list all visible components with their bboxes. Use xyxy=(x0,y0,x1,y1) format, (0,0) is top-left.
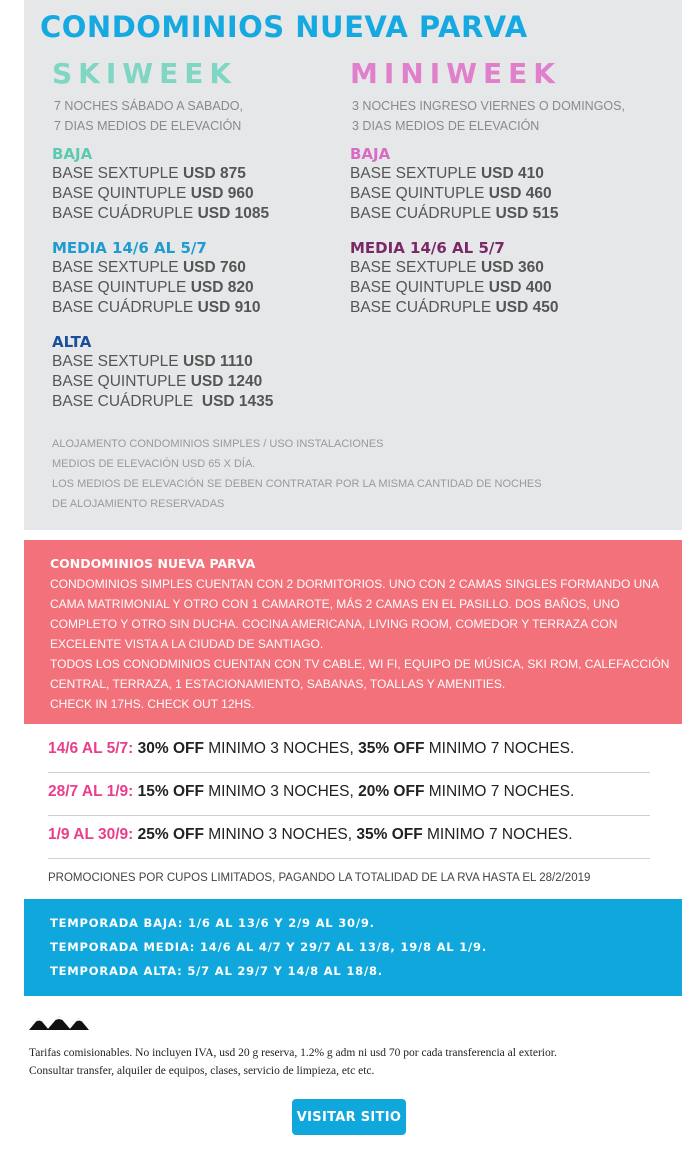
rate-row xyxy=(52,164,362,184)
season-dates: TEMPORADA MEDIA: 14/6 AL 4/7 Y 29/7 AL 13/8, 19/8 AL 1/9. xyxy=(50,940,488,954)
rate-price: USD 960 xyxy=(190,185,254,202)
season-dates: TEMPORADA BAJA: 1/6 AL 13/6 Y 2/9 AL 30/9. xyxy=(50,916,375,930)
miniweek-subtitle xyxy=(352,96,660,136)
rate-row xyxy=(350,184,660,204)
disclaimer-line: Consultar transfer, alquiler de equipos, clases, servicio de limpieza, etc etc. xyxy=(29,1065,375,1077)
disclaimer-line: Tarifas comisionables. No incluyen IVA, usd 20 g reserva, 1.2% g adm ni usd 70 por cada transferencia al exterior. xyxy=(29,1047,557,1059)
promotion-discount: 15% OFF xyxy=(137,783,204,800)
promotions-list xyxy=(24,730,682,884)
rate-price: USD 460 xyxy=(488,185,552,202)
promotion-text xyxy=(48,783,574,801)
rate-price: USD 1085 xyxy=(197,205,270,222)
rate-price: USD 1240 xyxy=(190,373,263,390)
rate-label: BASE QUINTUPLE xyxy=(52,373,191,390)
rate-label: BASE CUÁDRUPLE xyxy=(52,393,202,410)
promotion-row xyxy=(48,816,650,859)
description-line: CAMA MATRIMONIAL Y OTRO CON 1 CAMAROTE, MÁS 2 CAMAS EN EL PASILLO. DOS BAÑOS, UNO xyxy=(50,597,620,611)
skiweek-subtitle xyxy=(54,96,362,136)
rate-row xyxy=(52,204,362,224)
miniweek-subtitle-line: 3 DIAS MEDIOS DE ELEVACIÓN xyxy=(352,119,540,133)
promotion-discount: 25% OFF xyxy=(137,826,204,843)
rate-price: USD 875 xyxy=(182,165,246,182)
rate-label: BASE QUINTUPLE xyxy=(350,279,489,296)
miniweek-subtitle-line: 3 NOCHES INGRESO VIERNES O DOMINGOS, xyxy=(352,99,625,113)
season-dates: TEMPORADA ALTA: 5/7 AL 29/7 Y 14/8 AL 18/8. xyxy=(50,964,383,978)
season-name: ALTA xyxy=(52,333,92,351)
skiweek-subtitle-line: 7 DIAS MEDIOS DE ELEVACIÓN xyxy=(54,119,242,133)
promotion-text xyxy=(48,740,574,758)
rate-price: USD 360 xyxy=(480,259,544,276)
promotion-discount: 30% OFF xyxy=(137,740,204,757)
rate-price: USD 760 xyxy=(182,259,246,276)
description-content xyxy=(50,554,670,714)
rate-row xyxy=(350,298,660,318)
promotion-condition: MINIMO 7 NOCHES. xyxy=(424,783,575,800)
page-title: CONDOMINIOS NUEVA PARVA xyxy=(40,10,528,44)
promotion-condition: MINIMO 3 NOCHES, xyxy=(203,740,359,757)
rate-row xyxy=(350,204,660,224)
note-line: DE ALOJAMIENTO RESERVADAS xyxy=(52,498,225,510)
rate-price: USD 400 xyxy=(488,279,552,296)
rate-row xyxy=(350,258,660,278)
seasons-content xyxy=(50,911,487,983)
rate-row xyxy=(52,298,362,318)
lodging-notes xyxy=(52,434,542,514)
rate-label: BASE SEXTUPLE xyxy=(52,165,183,182)
rate-label: BASE QUINTUPLE xyxy=(350,185,489,202)
promotion-row xyxy=(48,773,650,816)
rate-price: USD 450 xyxy=(495,299,559,316)
miniweek-column xyxy=(350,56,660,318)
promotion-condition: MINIMO 7 NOCHES. xyxy=(424,740,575,757)
season-name: MEDIA 14/6 AL 5/7 xyxy=(350,239,505,257)
promotion-row xyxy=(48,730,650,773)
rate-row xyxy=(52,392,362,412)
note-line: LOS MEDIOS DE ELEVACIÓN SE DEBEN CONTRATAR POR LA MISMA CANTIDAD DE NOCHES xyxy=(52,478,542,490)
rate-label: BASE QUINTUPLE xyxy=(52,185,191,202)
skiweek-column xyxy=(52,56,362,412)
promotion-discount: 20% OFF xyxy=(358,783,425,800)
description-title: CONDOMINIOS NUEVA PARVA xyxy=(50,556,256,571)
description-line: TODOS LOS CONODMINIOS CUENTAN CON TV CABLE, WI FI, EQUIPO DE MÚSICA, SKI ROM, CALEFACCIÓN xyxy=(50,657,670,671)
rate-row xyxy=(52,278,362,298)
rate-label: BASE CUÁDRUPLE xyxy=(350,299,496,316)
rate-price: USD 515 xyxy=(495,205,559,222)
description-line: EXCELENTE VISTA A LA CIUDAD DE SANTIAGO. xyxy=(50,637,324,651)
description-line: CONDOMINIOS SIMPLES CUENTAN CON 2 DORMITORIOS. UNO CON 2 CAMAS SINGLES FORMANDO UNA xyxy=(50,577,659,591)
rate-row xyxy=(52,184,362,204)
description-line: CHECK IN 17HS. CHECK OUT 12HS. xyxy=(50,697,255,711)
rate-row xyxy=(52,372,362,392)
skiweek-season-media xyxy=(52,238,362,318)
miniweek-title: MINIWEEK xyxy=(350,57,561,90)
mountains-logo-icon xyxy=(29,1016,89,1030)
promotion-condition: MININO 3 NOCHES, xyxy=(203,826,357,843)
season-name: MEDIA 14/6 AL 5/7 xyxy=(52,239,207,257)
rate-label: BASE CUÁDRUPLE xyxy=(52,205,198,222)
rate-price: USD 820 xyxy=(190,279,254,296)
skiweek-season-alta xyxy=(52,332,362,412)
season-name: BAJA xyxy=(350,145,391,163)
miniweek-season-media xyxy=(350,238,660,318)
note-line: MEDIOS DE ELEVACIÓN USD 65 X DÍA. xyxy=(52,458,256,470)
promotion-date: 1/9 AL 30/9: xyxy=(48,826,134,843)
promotion-condition: MINIMO 7 NOCHES. xyxy=(422,826,573,843)
rate-label: BASE SEXTUPLE xyxy=(350,165,481,182)
rate-label: BASE CUÁDRUPLE xyxy=(350,205,496,222)
promotion-discount: 35% OFF xyxy=(356,826,423,843)
rate-price: USD 1435 xyxy=(201,393,274,410)
rate-row xyxy=(52,258,362,278)
visit-site-button[interactable]: VISITAR SITIO xyxy=(292,1099,406,1135)
rate-label: BASE SEXTUPLE xyxy=(52,353,183,370)
skiweek-subtitle-line: 7 NOCHES SÁBADO A SABADO, xyxy=(54,99,243,113)
rate-price: USD 910 xyxy=(197,299,261,316)
description-panel xyxy=(24,540,682,724)
rate-price: USD 1110 xyxy=(182,353,253,370)
description-line: CENTRAL, TERRAZA, 1 ESTACIONAMIENTO, SABANAS, TOALLAS Y AMENITIES. xyxy=(50,677,506,691)
promotion-condition: MINIMO 3 NOCHES, xyxy=(203,783,359,800)
skiweek-season-baja xyxy=(52,144,362,224)
seasons-panel xyxy=(24,899,682,996)
promotion-date: 28/7 AL 1/9: xyxy=(48,783,134,800)
rate-label: BASE QUINTUPLE xyxy=(52,279,191,296)
promotion-note: PROMOCIONES POR CUPOS LIMITADOS, PAGANDO LA TOTALIDAD DE LA RVA HASTA EL 28/2/2019 xyxy=(48,872,591,884)
rate-row xyxy=(52,352,362,372)
disclaimer xyxy=(29,1044,557,1080)
rate-price: USD 410 xyxy=(480,165,544,182)
skiweek-title: SKIWEEK xyxy=(52,57,238,90)
promotion-date: 14/6 AL 5/7: xyxy=(48,740,134,757)
rate-row xyxy=(350,278,660,298)
rate-label: BASE CUÁDRUPLE xyxy=(52,299,198,316)
note-line: ALOJAMENTO CONDOMINIOS SIMPLES / USO INSTALACIONES xyxy=(52,438,384,450)
pricing-panel xyxy=(24,0,682,530)
season-name: BAJA xyxy=(52,145,93,163)
rate-label: BASE SEXTUPLE xyxy=(52,259,183,276)
promotion-discount: 35% OFF xyxy=(358,740,425,757)
rate-label: BASE SEXTUPLE xyxy=(350,259,481,276)
promotion-text xyxy=(48,826,573,844)
rate-row xyxy=(350,164,660,184)
miniweek-season-baja xyxy=(350,144,660,224)
description-line: COMPLETO Y OTRO SIN DUCHA. COCINA AMERICANA, LIVING ROOM, COMEDOR Y TERRAZA CON xyxy=(50,617,618,631)
